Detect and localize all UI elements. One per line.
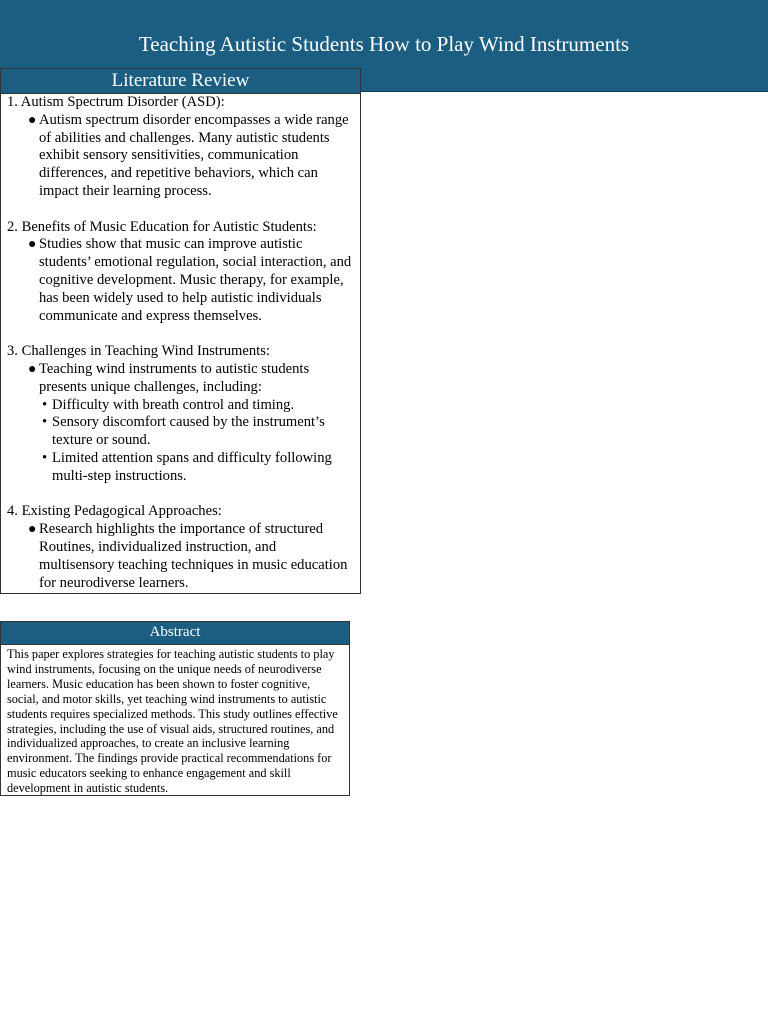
section-bullet: ● Autism spectrum disorder encompasses a wide range of abilities and challenges. Many autistic students exhibit sensory sensitivities, communication differences, and repetitive behaviors, which can impact their learning process. bbox=[28, 111, 349, 199]
page-title: Teaching Autistic Students How to Play Wind Instruments bbox=[138, 32, 630, 56]
sub-bullet-icon: • bbox=[42, 414, 48, 431]
literature-review-body bbox=[1, 94, 360, 592]
review-section bbox=[7, 503, 354, 592]
abstract-panel bbox=[0, 621, 350, 796]
literature-review-panel bbox=[0, 68, 361, 594]
abstract-text: This paper explores strategies for teaching autistic students to play wind instruments, focusing on the unique needs of neurodiverse learners. Music education has been shown to foster cognitive, social, and motor skills, yet teaching wind instruments to autistic students requires specialized methods. This study outlines effective strategies, including the use of visual aids, structured routines, and individualized approaches, to create an inclusive learning environment. The findings provide practical recommendations for music educators seeking to enhance engagement and skill development in autistic students. bbox=[7, 647, 338, 796]
section-bullet: ● Teaching wind instruments to autistic students presents unique challenges, including: bbox=[28, 360, 310, 395]
section-heading: 4. Existing Pedagogical Approaches: bbox=[7, 503, 222, 520]
literature-review-heading: Literature Review bbox=[1, 69, 360, 94]
bullet-icon: ● bbox=[28, 522, 37, 538]
sub-bullet-icon: • bbox=[42, 449, 48, 466]
sub-bullet-icon: • bbox=[42, 396, 48, 413]
section-heading: 1. Autism Spectrum Disorder (ASD): bbox=[7, 94, 225, 110]
section-heading: 3. Challenges in Teaching Wind Instruments: bbox=[7, 343, 270, 360]
sub-bullet: • Limited attention spans and difficulty following multi-step instructions. bbox=[42, 449, 332, 484]
section-bullet: ● Research highlights the importance of structured Routines, individualized instruction, and multisensory teaching techniques in music education for neurodiverse learners. bbox=[28, 521, 348, 591]
section-bullet: ● Studies show that music can improve autistic students’ emotional regulation, social interaction, and cognitive development. Music therapy, for example, has been widely used to help autistic individuals communicate and express themselves. bbox=[28, 236, 352, 324]
bullet-icon: ● bbox=[28, 237, 37, 253]
sub-bullet: • Sensory discomfort caused by the instrument’s texture or sound. bbox=[42, 414, 325, 449]
review-section bbox=[7, 343, 354, 485]
bullet-icon: ● bbox=[28, 361, 37, 377]
review-section bbox=[7, 94, 354, 201]
review-section bbox=[7, 219, 354, 326]
section-heading: 2. Benefits of Music Education for Autistic Students: bbox=[7, 218, 317, 235]
sub-bullet: • Difficulty with breath control and timing. bbox=[42, 396, 295, 413]
bullet-icon: ● bbox=[28, 112, 37, 128]
abstract-heading: Abstract bbox=[1, 622, 349, 645]
